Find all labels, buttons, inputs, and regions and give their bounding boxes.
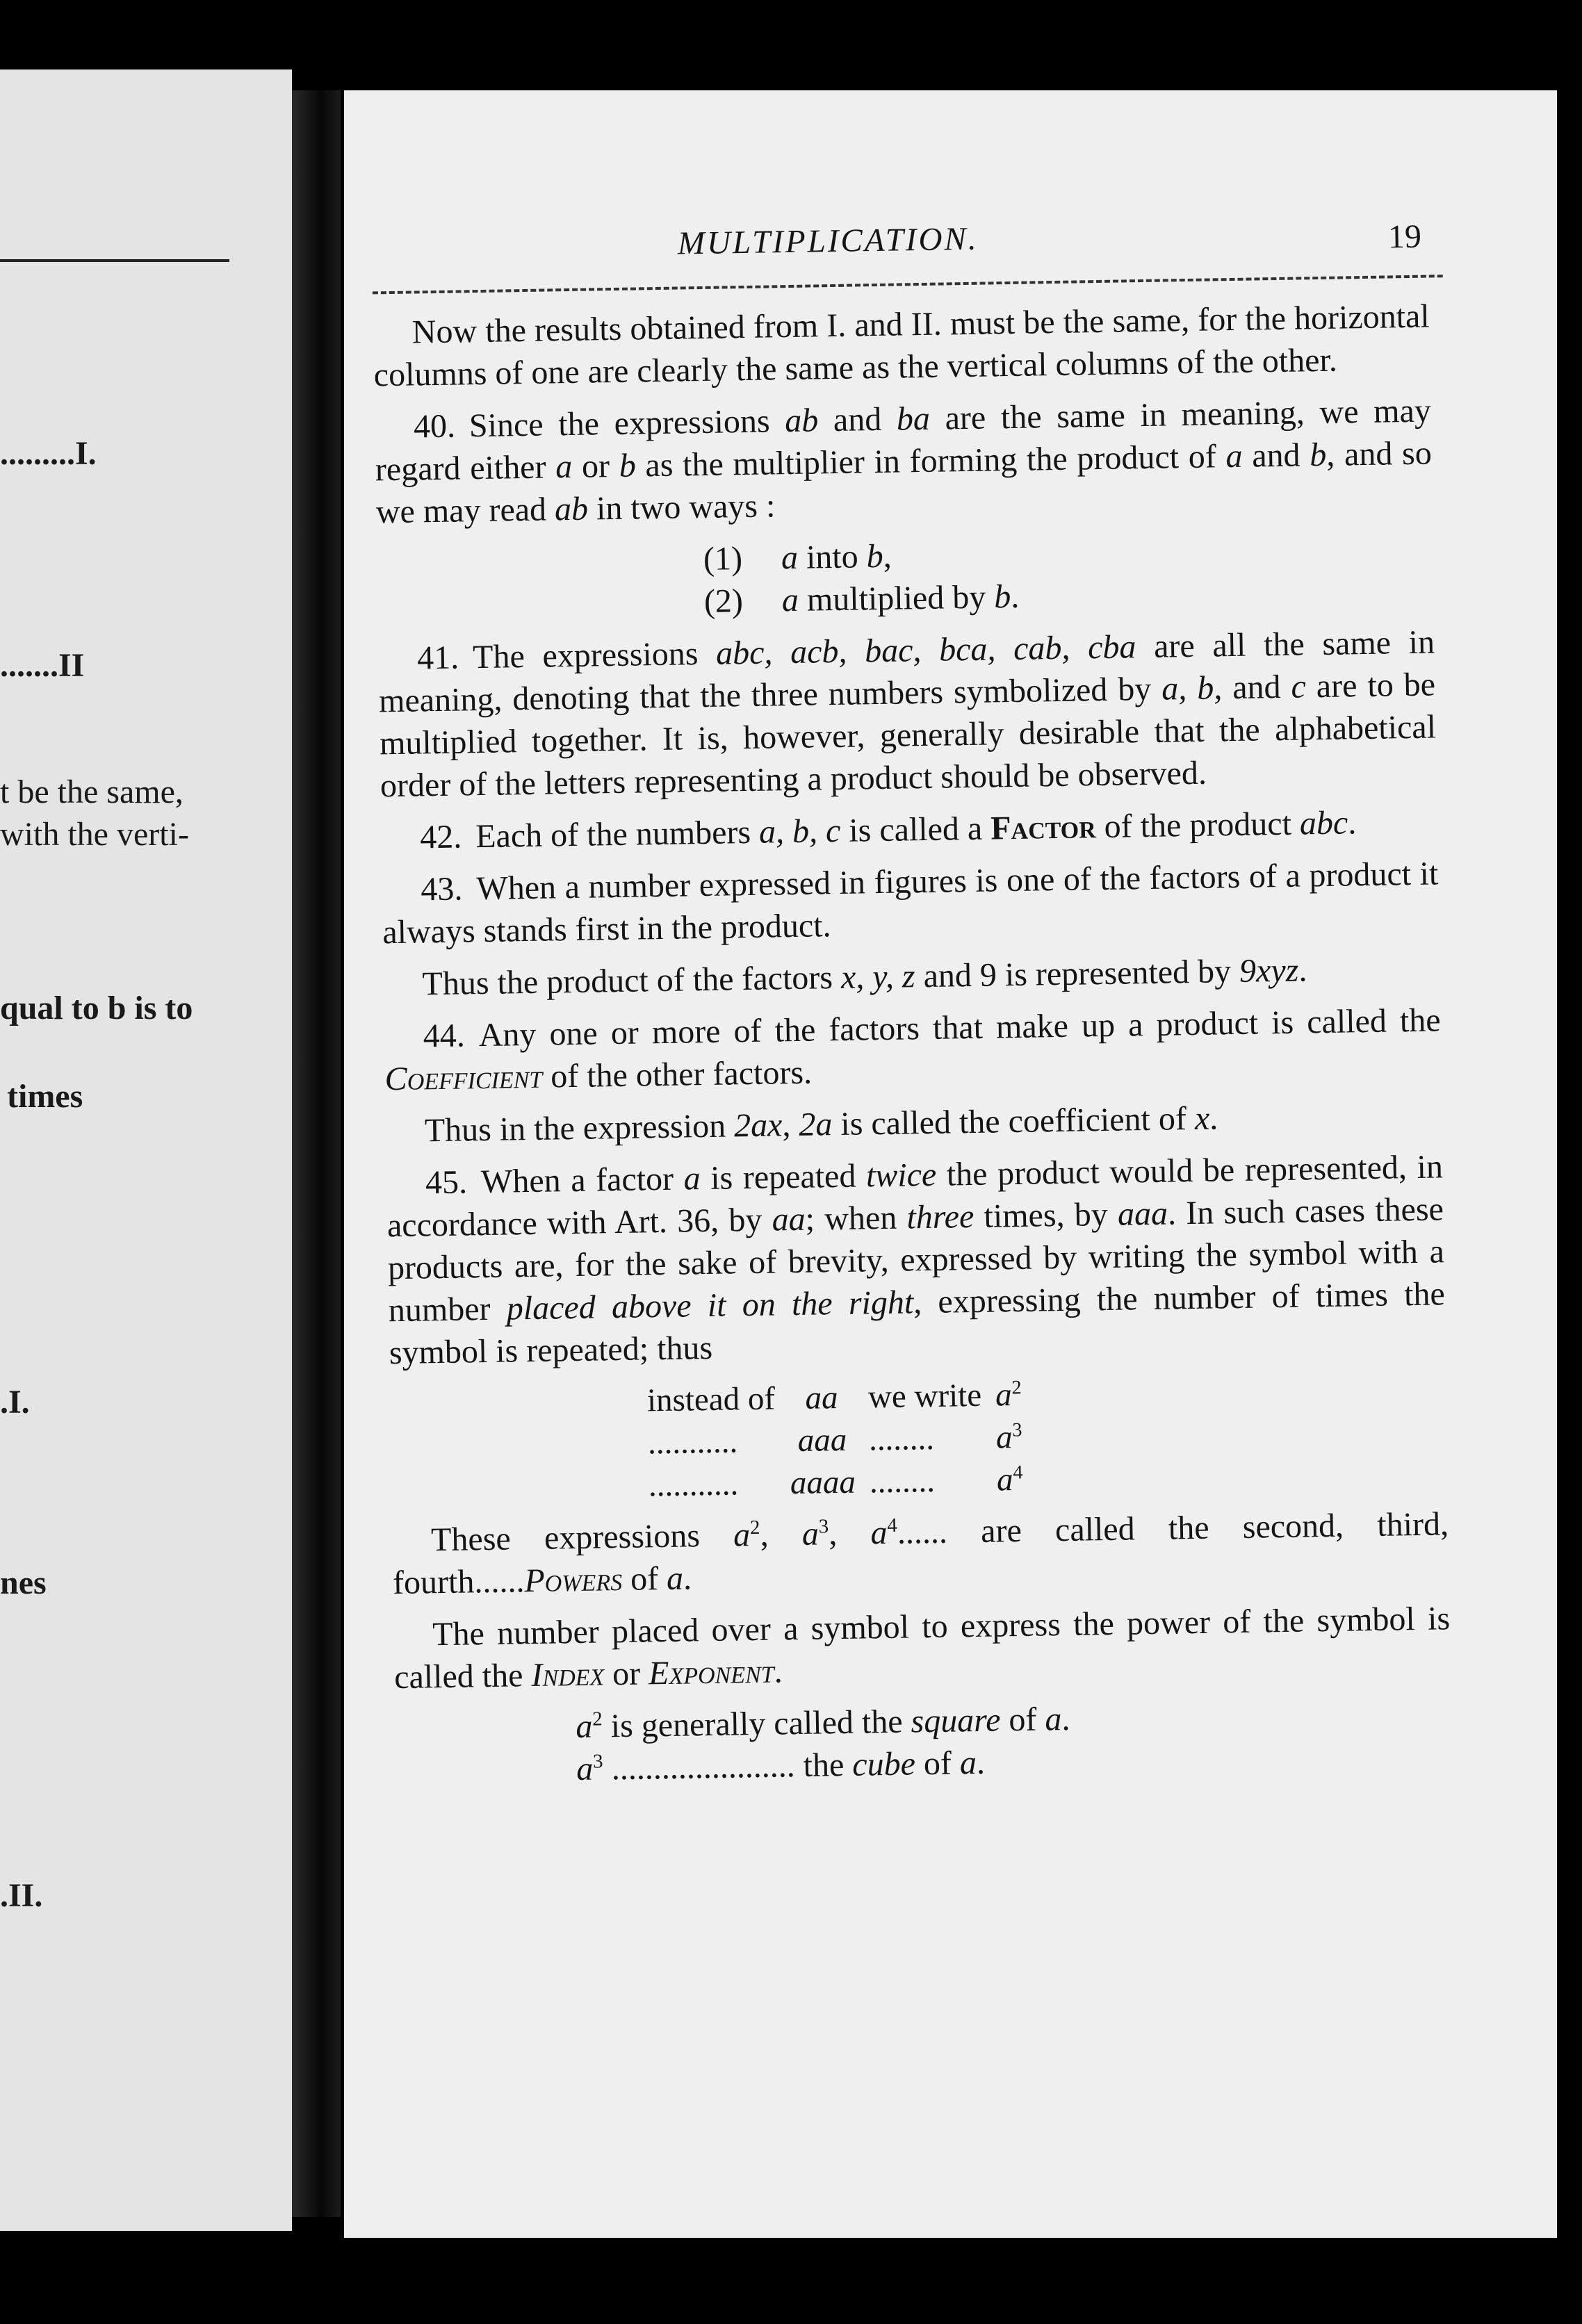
article-number: 42. <box>419 818 462 856</box>
page-body <box>373 295 1452 1794</box>
facing-text: .II. <box>0 1877 43 1914</box>
article-40: 40. Since the expressions ab and ba are the same in meaning, we may regard either a or b as the multiplier in forming the product of a and b, and so we may read ab in two ways : <box>375 392 1433 531</box>
running-head <box>357 208 1422 280</box>
article-number: 41. <box>416 639 459 677</box>
article-43: 43. When a number expressed in figures is one of the factors of a product it always stands first in the product. <box>382 855 1439 951</box>
table-row: ........... aaa ........ $a^3$ <box>647 1419 1022 1462</box>
article-number: 45. <box>425 1163 468 1202</box>
table-row: instead of aa we write $a^2$ <box>646 1377 1022 1419</box>
article-42: 42. Each of the numbers a, b, c is called a Factor of the product abc. <box>419 804 1357 856</box>
header-rule <box>373 275 1443 294</box>
article-44-example: Thus in the expression 2ax, 2a is called the coefficient of x. <box>424 1099 1218 1149</box>
facing-text: t be the same, <box>0 774 184 810</box>
article-41: 41. The expressions abc, acb, bac, bca, cab, cba are all the same in meaning, denoting that the three numbers symbolized by a, b, and c are to be multiplied together. It is, however, generally desirable that the alphabetical order of the letters representing a product should be observed. <box>378 623 1437 805</box>
facing-text: qual to b is to <box>0 990 193 1026</box>
table-row: ........... aaaa ........ $a^4$ <box>648 1462 1023 1504</box>
facing-text: nes <box>0 1564 47 1601</box>
article-number: 43. <box>420 870 463 908</box>
facing-text: .I. <box>0 1384 30 1421</box>
article-number: 44. <box>423 1017 466 1055</box>
term-exponent: Exponent <box>648 1653 775 1692</box>
article-44: 44. Any one or more of the factors that make up a product is called the Coefficient of the other factors. <box>384 1001 1441 1098</box>
article-45: 45. When a factor a is repeated twice the product would be represented, in accordance with Art. 36, by aa; when three times, by aaa. In such cases these products are, for the sake of brevity, expressed by writing the symbol with a number placed above it on the right, expressing the number of times the symbol is repeated; thus <box>386 1148 1446 1372</box>
list-item: (2) a multiplied by b. <box>703 578 1020 620</box>
index-paragraph: The number placed over a symbol to express the power of the symbol is called the Index or Exponent. <box>393 1600 1451 1696</box>
facing-text: times <box>7 1078 83 1115</box>
reading-list <box>703 526 1435 622</box>
term-index: Index <box>531 1655 605 1694</box>
facing-text: .......II <box>0 647 85 684</box>
intro-paragraph: Now the results obtained from I. and II. must be the same, for the horizontal columns of one are clearly the same as the vertical columns of the other. <box>373 297 1430 394</box>
facing-page-rule <box>0 259 229 262</box>
facing-text: with the verti- <box>0 816 189 853</box>
powers-table <box>640 1374 1031 1507</box>
square-line: $a^2$ is generally called the square of a. <box>575 1700 1070 1746</box>
term-factor: Factor <box>990 808 1097 847</box>
cube-line: $a^3$ ...................... the cube of a. <box>576 1744 986 1788</box>
list-item: (1) a into b, <box>703 537 892 578</box>
facing-text: .........I. <box>0 435 97 472</box>
book-page <box>344 90 1557 2238</box>
facing-page <box>0 69 292 2231</box>
page-title: MULTIPLICATION. <box>677 220 979 262</box>
term-coefficient: Coefficient <box>384 1058 543 1098</box>
page-number: 19 <box>1387 218 1422 256</box>
book-gutter <box>292 90 341 2217</box>
powers-paragraph: These expressions $a^2$, $a^3$, $a^4$...... are called the second, third, fourth......Powers of a. <box>392 1505 1449 1602</box>
term-powers: Powers <box>523 1560 623 1600</box>
article-number: 40. <box>413 407 456 445</box>
article-43-example: Thus the product of the factors x, y, z and 9 is represented by 9xyz. <box>422 951 1307 1003</box>
